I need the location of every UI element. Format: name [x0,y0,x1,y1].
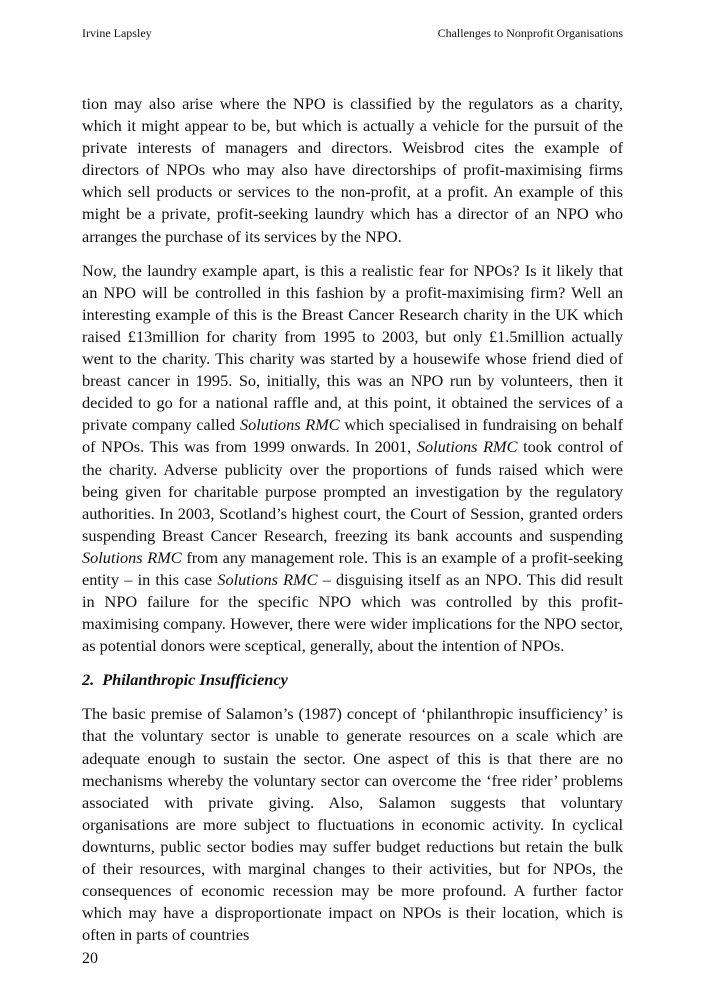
text-run: Now, the laundry example apart, is this a realistic fear for NPOs? Is it likely that an NPO will be controlled in this fashion by a profit-maximising firm? Well an interesting example of this is the Breast Cancer Research charity in the UK which raised £13million for charity from 1995 to 2003, but only £1.5million actually went to the charity. This charity was started by a housewife whose friend died of breast cancer in 1995. So, initially, this was an NPO run by volunteers, then it decided to go for a national raffle and, at this point, it obtained the services of a private company called [82,260,623,435]
section-heading [82,669,623,691]
company-name-italic: Solutions RMC [416,437,518,457]
text-run: – disguising itself as an NPO. This did result in NPO failure for the specific NPO which was controlled by this profit-maximising company. However, there were wider implications for the NPO sector, as potential donors were sceptical, generally, about the intention of NPOs. [82,569,623,656]
section-number: 2. [82,670,95,690]
text-run: from any management role. This is an example of a profit-seeking entity – in this case [82,547,623,589]
header-chapter-title: Challenges to Nonprofit Organisations [437,26,623,40]
paragraph-3: The basic premise of Salamon’s (1987) concept of ‘philanthropic insufficiency’ is that the voluntary sector is unable to generate resources on a scale which are adequate enough to sustain the sector. One aspect of this is that there are no mechanisms whereby the voluntary sector can overcome the ‘free rider’ problems associated with private giving. Also, Salamon suggests that voluntary organisations are more subject to fluctuations in economic activity. In cyclical downturns, public sector bodies may suffer budget reductions but retain the bulk of their resources, with marginal changes to their activities, but for NPOs, the consequences of economic recession may be more profound. A further factor which may have a disproportionate impact on NPOs is their location, which is often in parts of countries [82,704,623,945]
section-title: Philanthropic Insufficiency [102,670,288,690]
text-run: which specialised in fundraising on behalf of NPOs. This was from 1999 onwards. In 2001, [82,415,623,457]
paragraph-2 [82,260,623,658]
header-author: Irvine Lapsley [82,26,152,40]
company-name-italic: Solutions RMC [82,547,182,567]
paragraph-1: tion may also arise where the NPO is classified by the regulators as a charity, which it might appear to be, but which is actually a vehicle for the pursuit of the private interests of managers and directors. Weisbrod cites the example of directors of NPOs who may also have directorships of profit-maximising firms which sell products or services to the non-profit, at a profit. An example of this might be a private, profit-seeking laundry which has a director of an NPO who arranges the purchase of its services by the NPO. [82,94,623,246]
company-name-italic: Solutions RMC [217,569,318,589]
body-text [82,93,623,958]
company-name-italic: Solutions RMC [239,415,340,435]
page-number: 20 [82,950,98,967]
text-run: took control of the charity. Adverse publicity over the proportions of funds raised which were being given for charitable purpose prompted an investigation by the regulatory authorities. In 2003, Scotland’s highest court, the Court of Session, granted orders suspending Breast Cancer Research, freezing its bank accounts and suspending [82,437,623,545]
